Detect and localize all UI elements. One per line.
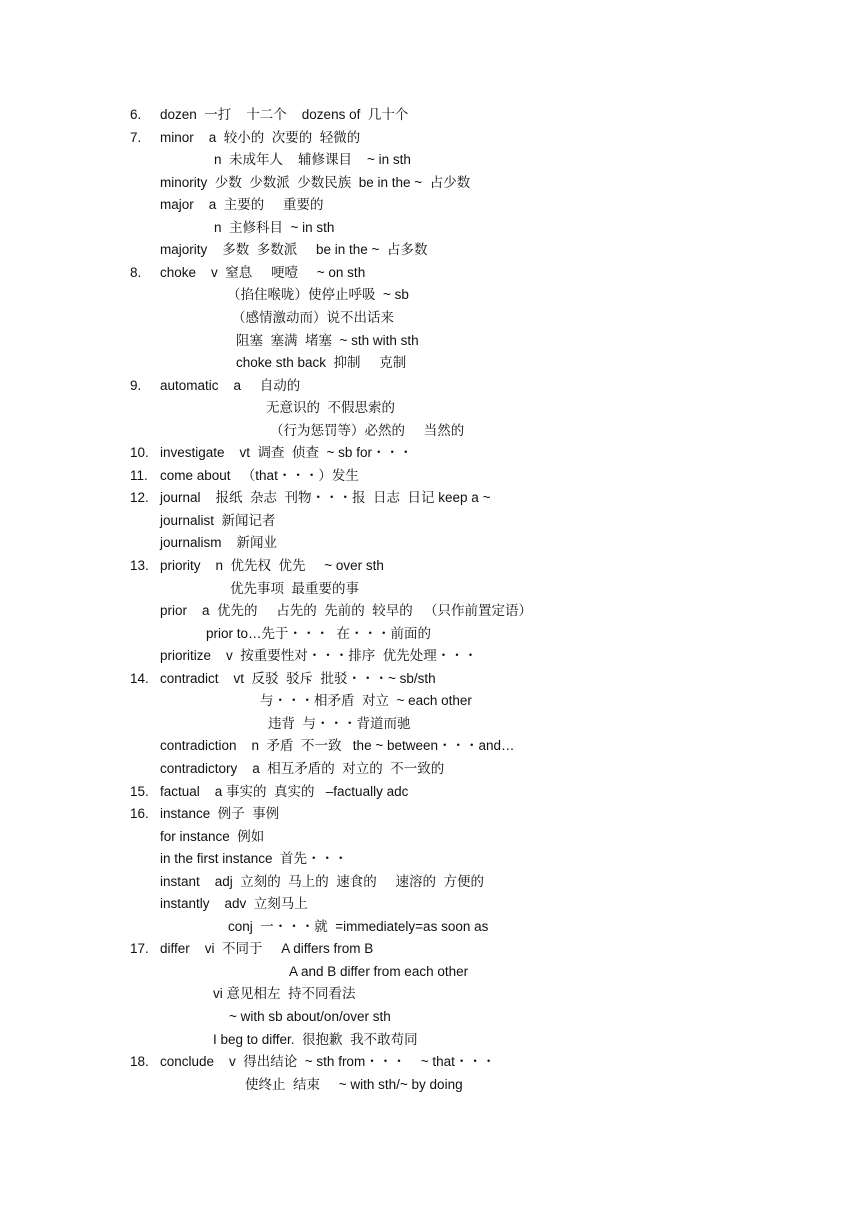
doc-line bbox=[0, 375, 860, 398]
doc-line bbox=[0, 961, 860, 984]
entry-number: 10. bbox=[130, 445, 149, 461]
line-text: 违背 与・・・背道而驰 bbox=[268, 715, 411, 731]
doc-line bbox=[0, 104, 860, 127]
entry-number: 18. bbox=[130, 1054, 149, 1070]
doc-line bbox=[0, 826, 860, 849]
entry-number: 7. bbox=[130, 129, 142, 145]
doc-line bbox=[0, 510, 860, 533]
doc-line bbox=[0, 916, 860, 939]
line-text: choke v 窒息 哽噎 ~ on sth bbox=[160, 264, 366, 280]
line-text: minority 少数 少数派 少数民族 be in the ~ 占少数 bbox=[160, 174, 471, 190]
line-text: 优先事项 最重要的事 bbox=[230, 580, 360, 596]
doc-line bbox=[0, 758, 860, 781]
doc-line bbox=[0, 1051, 860, 1074]
doc-line bbox=[0, 1074, 860, 1097]
entry-number: 9. bbox=[130, 377, 142, 393]
entry-number: 6. bbox=[130, 107, 142, 122]
line-text: for instance 例如 bbox=[160, 828, 265, 844]
entry-number: 11. bbox=[130, 467, 148, 483]
line-text: majority 多数 多数派 be in the ~ 占多数 bbox=[160, 242, 428, 258]
doc-line bbox=[0, 307, 860, 330]
line-text: 阻塞 塞满 堵塞 ~ sth with sth bbox=[236, 332, 419, 348]
doc-line bbox=[0, 645, 860, 668]
line-text: minor a 较小的 次要的 轻微的 bbox=[160, 129, 361, 145]
line-text: ~ with sb about/on/over sth bbox=[229, 1009, 391, 1024]
line-text: come about （that・・・）发生 bbox=[160, 467, 359, 483]
doc-line bbox=[0, 1029, 860, 1052]
entry-number: 12. bbox=[130, 490, 149, 506]
line-text: （行为惩罚等）必然的 当然的 bbox=[270, 422, 465, 438]
line-text: priority n 优先权 优先 ~ over sth bbox=[160, 558, 384, 573]
line-text: contradiction n 矛盾 不一致 the ~ between・・・and… bbox=[160, 738, 515, 754]
entry-number: 13. bbox=[130, 558, 149, 573]
doc-line bbox=[0, 397, 860, 420]
line-text: （掐住喉咙）使停止呼吸 ~ sb bbox=[227, 287, 409, 303]
line-text: n 主修科目 ~ in sth bbox=[214, 219, 335, 235]
doc-line bbox=[0, 600, 860, 623]
line-text: journalist 新闻记者 bbox=[160, 512, 276, 528]
line-text: journalism 新闻业 bbox=[160, 535, 278, 551]
entry-number: 14. bbox=[130, 670, 149, 686]
entry-number: 15. bbox=[130, 783, 149, 799]
line-text: prior to…先于・・・ 在・・・前面的 bbox=[206, 625, 432, 641]
line-text: journal 报纸 杂志 刊物・・・报 日志 日记 keep a ~ bbox=[160, 490, 491, 506]
doc-line bbox=[0, 871, 860, 894]
line-text: factual a 事实的 真实的 –factually adc bbox=[160, 783, 409, 799]
doc-line bbox=[0, 420, 860, 443]
line-text: A and B differ from each other bbox=[289, 963, 469, 979]
entry-number: 8. bbox=[130, 264, 142, 280]
line-text: dozen 一打 十二个 dozens of 几十个 bbox=[160, 107, 409, 122]
line-text: 无意识的 不假思索的 bbox=[266, 400, 396, 416]
doc-line bbox=[0, 352, 860, 375]
doc-line bbox=[0, 668, 860, 691]
doc-line bbox=[0, 532, 860, 555]
line-text: automatic a 自动的 bbox=[160, 377, 301, 393]
doc-line bbox=[0, 781, 860, 804]
line-text: n 未成年人 辅修课目 ~ in sth bbox=[214, 152, 411, 168]
doc-line bbox=[0, 194, 860, 217]
entry-number: 17. bbox=[130, 941, 149, 957]
doc-line bbox=[0, 735, 860, 758]
entry-number: 16. bbox=[130, 806, 149, 822]
line-text: instant adj 立刻的 马上的 速食的 速溶的 方便的 bbox=[160, 873, 485, 889]
doc-line bbox=[0, 893, 860, 916]
doc-line bbox=[0, 1006, 860, 1029]
line-text: prioritize v 按重要性对・・・排序 优先处理・・・ bbox=[160, 648, 478, 664]
line-text: instance 例子 事例 bbox=[160, 806, 280, 822]
line-text: prior a 优先的 占先的 先前的 较早的 （只作前置定语） bbox=[160, 603, 533, 619]
line-text: contradictory a 相互矛盾的 对立的 不一致的 bbox=[160, 760, 445, 776]
doc-line bbox=[0, 487, 860, 510]
line-text: instantly adv 立刻马上 bbox=[160, 896, 308, 912]
line-text: I beg to differ. 很抱歉 我不敢苟同 bbox=[213, 1031, 418, 1047]
line-text: （感情激动而）说不出话来 bbox=[232, 309, 394, 325]
doc-line bbox=[0, 623, 860, 646]
doc-line bbox=[0, 690, 860, 713]
doc-line bbox=[0, 127, 860, 150]
doc-line bbox=[0, 172, 860, 195]
line-text: choke sth back 抑制 克制 bbox=[236, 355, 407, 371]
doc-line bbox=[0, 465, 860, 488]
doc-line bbox=[0, 442, 860, 465]
line-text: investigate vt 调查 侦查 ~ sb for・・・ bbox=[160, 445, 413, 461]
line-text: 使终止 结束 ~ with sth/~ by doing bbox=[245, 1076, 463, 1092]
doc-line bbox=[0, 578, 860, 601]
line-text: major a 主要的 重要的 bbox=[160, 197, 324, 213]
doc-line bbox=[0, 983, 860, 1006]
doc-line bbox=[0, 262, 860, 285]
line-text: differ vi 不同于 A differs from B bbox=[160, 941, 374, 957]
doc-line bbox=[0, 555, 860, 578]
doc-line bbox=[0, 149, 860, 172]
doc-line bbox=[0, 848, 860, 871]
doc-line bbox=[0, 239, 860, 262]
doc-line bbox=[0, 330, 860, 353]
line-text: in the first instance 首先・・・ bbox=[160, 851, 348, 867]
line-text: contradict vt 反驳 驳斥 批驳・・・~ sb/sth bbox=[160, 670, 436, 686]
line-text: 与・・・相矛盾 对立 ~ each other bbox=[260, 693, 472, 709]
doc-line bbox=[0, 803, 860, 826]
line-text: conclude v 得出结论 ~ sth from・・・ ~ that・・・ bbox=[160, 1054, 496, 1070]
doc-line bbox=[0, 217, 860, 240]
line-text: conj 一・・・就 =immediately=as soon as bbox=[228, 918, 489, 934]
doc-line bbox=[0, 284, 860, 307]
line-text: vi 意见相左 持不同看法 bbox=[213, 986, 356, 1002]
doc-line bbox=[0, 713, 860, 736]
doc-line bbox=[0, 938, 860, 961]
